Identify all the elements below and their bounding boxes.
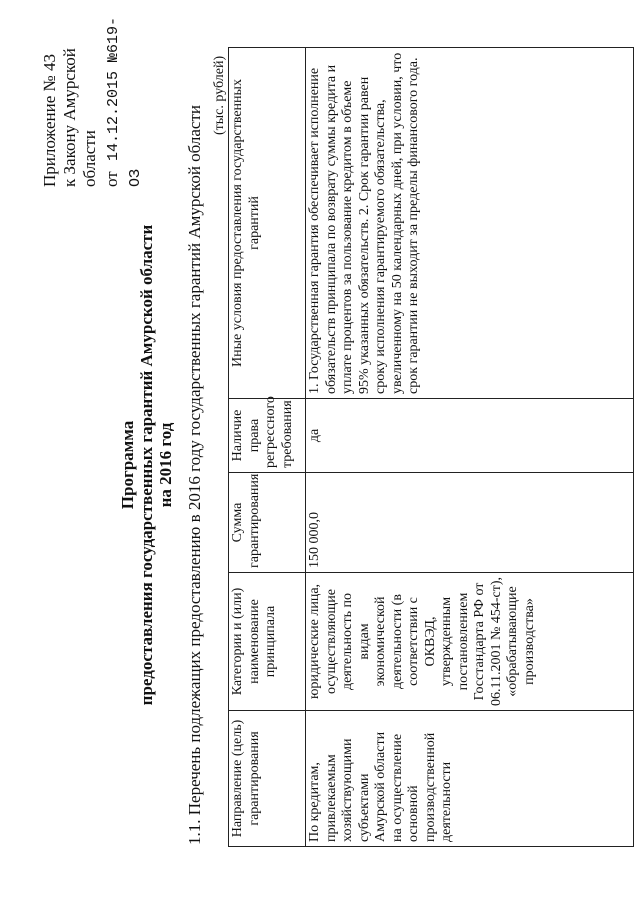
title-line-3: на 2016 год <box>156 422 175 508</box>
cell-conditions: 1. Государственная гарантия обеспечивает исполнение обязательств принципала по возврату суммы кредита и уплате процентов за пользование кредитом в объеме 95% указанных обязательств. 2. Срок гарантии равен сроку исполнения гарантируемого обязательства, увеличенному на 50 календарных дней, при условии, что срок гарантии не выходит за пределы финансового года. <box>306 48 634 399</box>
header-principal: Категории и (или) наименование принципала <box>229 573 306 711</box>
document-title <box>118 205 175 725</box>
cell-purpose: По кредитам, привлекаемым хозяйствующими субъектами Амурской области на осуществление основной производственной деятельности <box>306 711 634 847</box>
unit-note: (тыс. рублей) <box>212 55 227 135</box>
header-amount: Сумма гарантирования <box>229 473 306 573</box>
header-recourse: Наличие права регрессного требования <box>229 399 306 473</box>
appendix-number: Приложение № 43 <box>40 54 59 187</box>
cell-principal: юридические лица, осуществляющие деятельность по видам экономической деятельности (в соответствии с ОКВЭД, утвержденным постановлением Госстандарта РФ от 06.11.2001 № 454-ст), «обрабатывающие производства» <box>306 573 634 711</box>
cell-recourse: да <box>306 399 634 473</box>
appendix-date-value: 14.12.2015 №619-ОЗ <box>105 17 144 187</box>
header-conditions: Иные условия предоставления государственных гарантий <box>229 48 306 399</box>
title-line-2: предоставления государственных гарантий Амурской области <box>137 224 156 706</box>
appendix-date-line <box>102 17 146 187</box>
appendix-date-prefix: от <box>102 171 121 187</box>
section-heading: 1.1. Перечень подлежащих предоставлению в 2016 году государственных гарантий Амурской области <box>185 104 204 845</box>
title-line-1: Программа <box>118 420 137 510</box>
table-row <box>306 48 634 847</box>
guarantees-table <box>228 47 634 847</box>
appendix-law-reference: к Закону Амурской области <box>60 48 99 187</box>
table-header-row <box>229 48 306 847</box>
cell-amount: 150 000,0 <box>306 473 634 573</box>
appendix-block <box>40 17 146 187</box>
header-purpose: Направление (цель) гарантирования <box>229 711 306 847</box>
